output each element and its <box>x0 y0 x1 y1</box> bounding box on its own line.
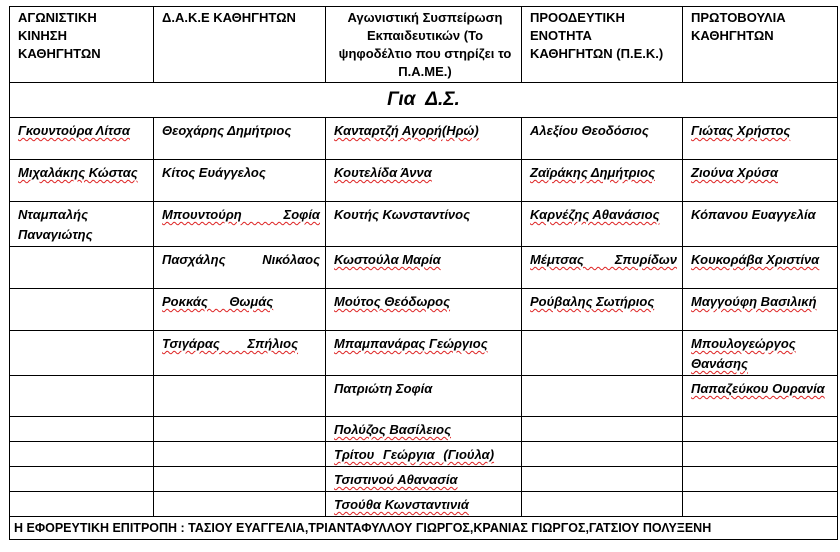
candidate-cell <box>683 247 838 289</box>
candidate-name: Μπαμπανάρας Γεώργιος <box>334 336 488 351</box>
candidate-name: Κουκοράβα Χριστίνα <box>691 252 820 267</box>
empty-cell <box>154 442 326 467</box>
empty-cell <box>154 492 326 517</box>
candidate-name: Μέμτσας Σπυρίδων <box>530 252 677 267</box>
table-row <box>10 442 838 467</box>
empty-cell <box>683 492 838 517</box>
candidate-name: Πολύζος Βασίλειος <box>334 422 452 437</box>
empty-cell <box>522 492 683 517</box>
candidate-cell <box>522 160 683 202</box>
candidate-name: Μιχαλάκης Κώστας <box>18 165 138 180</box>
empty-cell <box>10 442 154 467</box>
header-protovoulia: ΠΡΩΤΟΒΟΥΛΙΑ ΚΑΘΗΓΗΤΩΝ <box>683 7 838 83</box>
candidate-cell <box>10 202 154 247</box>
candidate-name: Τσούθα Κωνσταντινιά <box>334 497 469 512</box>
candidate-name: Τρίτου Γεώργια (Γιούλα) <box>334 447 495 462</box>
candidate-name: Κουτής Κωνσταντίνος <box>334 207 471 222</box>
table-row <box>10 289 838 331</box>
candidate-name: Μπουλογεώργος Θανάσης <box>691 336 796 371</box>
candidate-name: Τσιγάρας Σπήλιος <box>162 336 299 351</box>
candidate-name: Πατριώτη Σοφία <box>334 381 433 396</box>
candidate-name: Ζιούνα Χρύσα <box>691 165 779 180</box>
candidate-cell <box>683 376 838 417</box>
candidates-table <box>9 6 838 540</box>
table-row <box>10 331 838 376</box>
empty-cell <box>522 331 683 376</box>
section-title: Για Δ.Σ. <box>10 83 838 118</box>
candidate-cell <box>522 247 683 289</box>
table-row <box>10 118 838 160</box>
candidate-name: Κανταρτζή Αγορή(Ηρώ) <box>334 123 479 138</box>
candidate-cell <box>326 247 522 289</box>
header-ase-pame: Αγωνιστική Συσπείρωση Εκπαιδευτικών (Το ψηφοδέλτιο που στηρίζει το Π.Α.ΜΕ.) <box>326 7 522 83</box>
candidate-cell <box>326 160 522 202</box>
candidate-name: Γιώτας Χρήστος <box>691 123 791 138</box>
candidate-name: Μπουντούρη Σοφία <box>162 207 320 222</box>
table-row <box>10 202 838 247</box>
candidate-name: Καρνέζης Αθανάσιος <box>530 207 660 222</box>
candidate-cell <box>10 118 154 160</box>
candidate-cell <box>154 247 326 289</box>
table-row <box>10 247 838 289</box>
header-dake: Δ.Α.Κ.Ε ΚΑΘΗΓΗΤΩΝ <box>154 7 326 83</box>
empty-cell <box>522 467 683 492</box>
empty-cell <box>683 467 838 492</box>
empty-cell <box>522 376 683 417</box>
candidate-name: Ζαϊράκης Δημήτριος <box>530 165 655 180</box>
candidate-cell <box>154 331 326 376</box>
table-row <box>10 417 838 442</box>
empty-cell <box>10 417 154 442</box>
header-row <box>10 7 838 83</box>
candidate-name: Τσιστινού Αθανασία <box>334 472 458 487</box>
candidate-cell <box>326 467 522 492</box>
candidate-cell <box>326 492 522 517</box>
section-title-row <box>10 83 838 118</box>
candidate-cell <box>683 202 838 247</box>
candidate-cell <box>326 289 522 331</box>
candidate-name: Μούτος Θεόδωρος <box>334 294 451 309</box>
candidate-name: Κίτος Ευάγγελος <box>162 165 266 180</box>
candidate-name: Παπαζεύκου Ουρανία <box>691 381 825 396</box>
candidate-name: Πασχάλης Νικόλαος <box>162 252 320 267</box>
election-committee-footer: Η ΕΦΟΡΕΥΤΙΚΗ ΕΠΙΤΡΟΠΗ : ΤΑΣΙΟΥ ΕΥΑΓΓΕΛΙΑ,ΤΡΙΑΝΤΑΦΥΛΛΟΥ ΓΙΩΡΓΟΣ,ΚΡΑΝΙΑΣ ΓΙΩΡΓΟΣ,ΓΑΤΣΙΟΥ ΠΟΛΥΞΕΝΗ <box>10 517 838 540</box>
empty-cell <box>522 417 683 442</box>
candidate-cell <box>683 118 838 160</box>
candidate-cell <box>326 202 522 247</box>
footer-row <box>10 517 838 540</box>
candidate-cell <box>522 202 683 247</box>
candidate-name: Ρούβαλης Σωτήριος <box>530 294 655 309</box>
empty-cell <box>154 467 326 492</box>
candidate-cell <box>154 160 326 202</box>
candidate-cell <box>522 118 683 160</box>
candidate-name: Θεοχάρης Δημήτριος <box>162 123 292 138</box>
empty-cell <box>10 289 154 331</box>
candidate-name: Μαγγούφη Βασιλική <box>691 294 817 309</box>
empty-cell <box>10 376 154 417</box>
candidate-name: Κωστούλα Μαρία <box>334 252 441 267</box>
candidate-cell <box>522 289 683 331</box>
candidate-cell <box>326 331 522 376</box>
candidate-cell <box>683 331 838 376</box>
empty-cell <box>10 492 154 517</box>
table-row <box>10 160 838 202</box>
empty-cell <box>683 442 838 467</box>
candidate-name: Κουτελίδα Άννα <box>334 165 432 180</box>
candidate-cell <box>154 202 326 247</box>
candidate-name: Νταμπαλής Παναγιώτης <box>18 207 93 242</box>
empty-cell <box>10 331 154 376</box>
header-pek: ΠΡΟΟΔΕΥΤΙΚΗ ΕΝΟΤΗΤΑ ΚΑΘΗΓΗΤΩΝ (Π.Ε.Κ.) <box>522 7 683 83</box>
empty-cell <box>522 442 683 467</box>
empty-cell <box>10 247 154 289</box>
candidate-name: Γκουντούρα Λίτσα <box>18 123 130 138</box>
candidate-name: Ροκκάς Θωμάς <box>162 294 274 309</box>
empty-cell <box>10 467 154 492</box>
candidate-cell <box>154 289 326 331</box>
table-row <box>10 467 838 492</box>
table-row <box>10 492 838 517</box>
candidate-cell <box>326 376 522 417</box>
candidate-cell <box>326 442 522 467</box>
candidate-cell <box>326 118 522 160</box>
empty-cell <box>683 417 838 442</box>
candidate-cell <box>683 160 838 202</box>
header-agonistiki-kinisi: ΑΓΩΝΙΣΤΙΚΗ ΚΙΝΗΣΗ ΚΑΘΗΓΗΤΩΝ <box>10 7 154 83</box>
empty-cell <box>154 376 326 417</box>
candidate-cell <box>10 160 154 202</box>
candidate-cell <box>683 289 838 331</box>
candidate-cell <box>326 417 522 442</box>
candidate-name: Αλεξίου Θεοδόσιος <box>530 123 649 138</box>
candidate-name: Κόπανου Ευαγγελία <box>691 207 816 222</box>
candidate-cell <box>154 118 326 160</box>
table-row <box>10 376 838 417</box>
empty-cell <box>154 417 326 442</box>
